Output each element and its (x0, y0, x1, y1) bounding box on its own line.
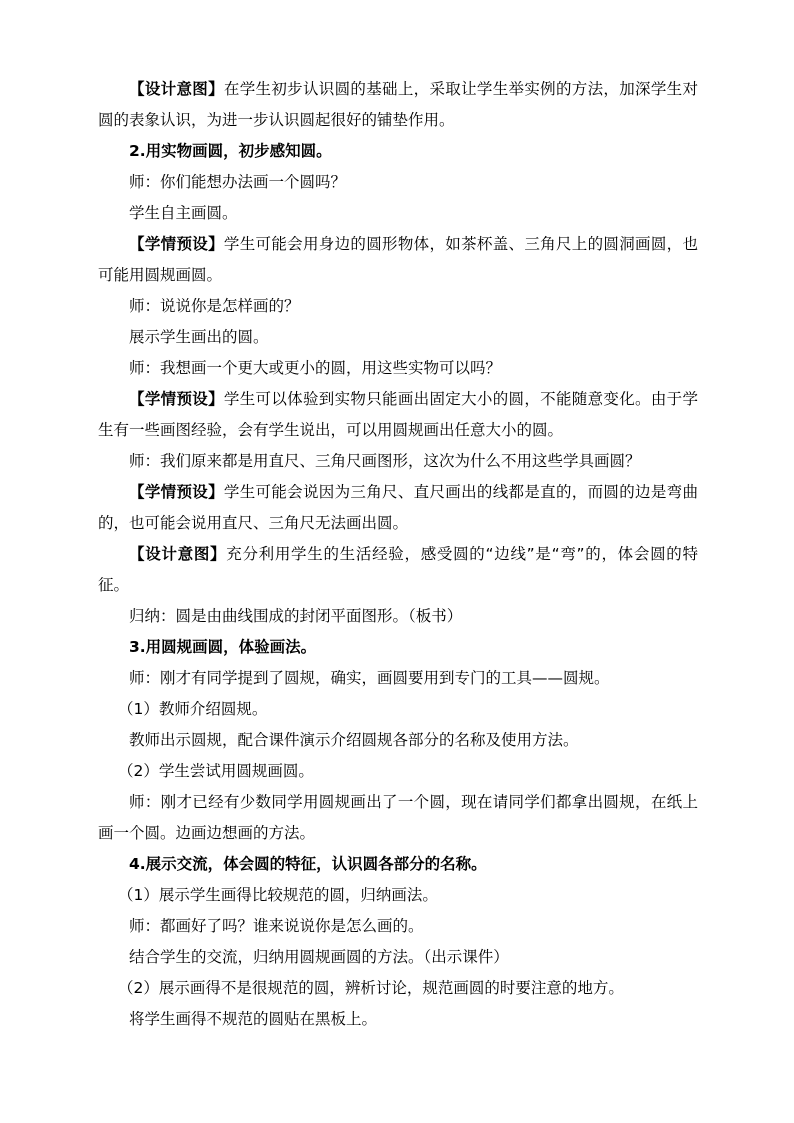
paragraph-text: 学生可能会用身边的圆形物体，如茶杯盖、三角尺上的圆洞画圆，也可能用圆规画圆。 (98, 235, 698, 284)
teacher-question: 师：刚才有同学提到了圆规，确实，画圆要用到专门的工具——圆规。 (129, 669, 610, 687)
teacher-activity: 将学生画得不规范的圆贴在黑板上。 (129, 1010, 378, 1028)
teacher-activity: 教师出示圆规，配合课件演示介绍圆规各部分的名称及使用方法。 (129, 731, 579, 749)
sub-step: （1）教师介绍圆规。 (118, 700, 268, 718)
teacher-question: 师：我们原来都是用直尺、三角尺画图形，这次为什么不用这些学具画圆？ (129, 452, 641, 470)
student-expectation-tag: 【学情预设】 (129, 235, 224, 253)
teacher-question: 师：刚才已经有少数同学用圆规画出了一个圆，现在请同学们都拿出圆规，在纸上画一个圆。边画边想画的方法。 (98, 793, 698, 842)
teacher-question: 师：我想画一个更大或更小的圆，用这些实物可以吗？ (129, 359, 502, 377)
paragraph-text: 在学生初步认识圆的基础上，采取让学生举实例的方法，加深学生对圆的表象认识，为进一步认识圆起很好的铺垫作用。 (98, 80, 698, 129)
student-expectation-tag: 【学情预设】 (129, 390, 224, 408)
section-heading-2: 2.用实物画圆，初步感知圆。 (129, 142, 332, 160)
student-activity: 展示学生画出的圆。 (129, 328, 269, 346)
design-intent-tag: 【设计意图】 (129, 80, 224, 98)
teacher-activity: 结合学生的交流，归纳用圆规画圆的方法。（出示课件） (129, 948, 509, 966)
paragraph-student-expectation-2 (98, 384, 698, 446)
paragraph-design-intent-2 (98, 539, 698, 601)
section-heading-4: 4.展示交流，体会圆的特征，认识圆各部分的名称。 (129, 855, 487, 873)
design-intent-tag: 【设计意图】 (129, 545, 227, 563)
sub-step: （2）学生尝试用圆规画圆。 (118, 762, 314, 780)
teacher-question: 师：你们能想办法画一个圆吗？ (129, 173, 347, 191)
sub-step: （2）展示画得不是很规范的圆，辨析讨论，规范画圆的时要注意的地方。 (118, 979, 624, 997)
paragraph-design-intent-1 (98, 74, 698, 136)
paragraph-student-expectation-1 (98, 229, 698, 291)
paragraph-text: 学生可能会说因为三角尺、直尺画出的线都是直的，而圆的边是弯曲的，也可能会说用直尺、三角尺无法画出圆。 (98, 483, 698, 532)
paragraph-student-expectation-3 (98, 477, 698, 539)
teacher-question: 师：说说你是怎样画的？ (129, 297, 300, 315)
teacher-question: 师：都画好了吗？谁来说说你是怎么画的。 (129, 917, 424, 935)
student-expectation-tag: 【学情预设】 (129, 483, 224, 501)
document-body (98, 74, 698, 1035)
paragraph-text: 充分利用学生的生活经验，感受圆的“边线”是“弯”的，体会圆的特征。 (98, 545, 698, 594)
summary: 归纳：圆是由曲线围成的封闭平面图形。（板书） (129, 607, 463, 625)
sub-step: （1）展示学生画得比较规范的圆，归纳画法。 (118, 886, 438, 904)
section-heading-3: 3.用圆规画圆，体验画法。 (129, 638, 317, 656)
paragraph-text: 学生可以体验到实物只能画出固定大小的圆，不能随意变化。由于学生有一些画图经验，会有学生说出，可以用圆规画出任意大小的圆。 (98, 390, 698, 439)
student-activity: 学生自主画圆。 (129, 204, 238, 222)
